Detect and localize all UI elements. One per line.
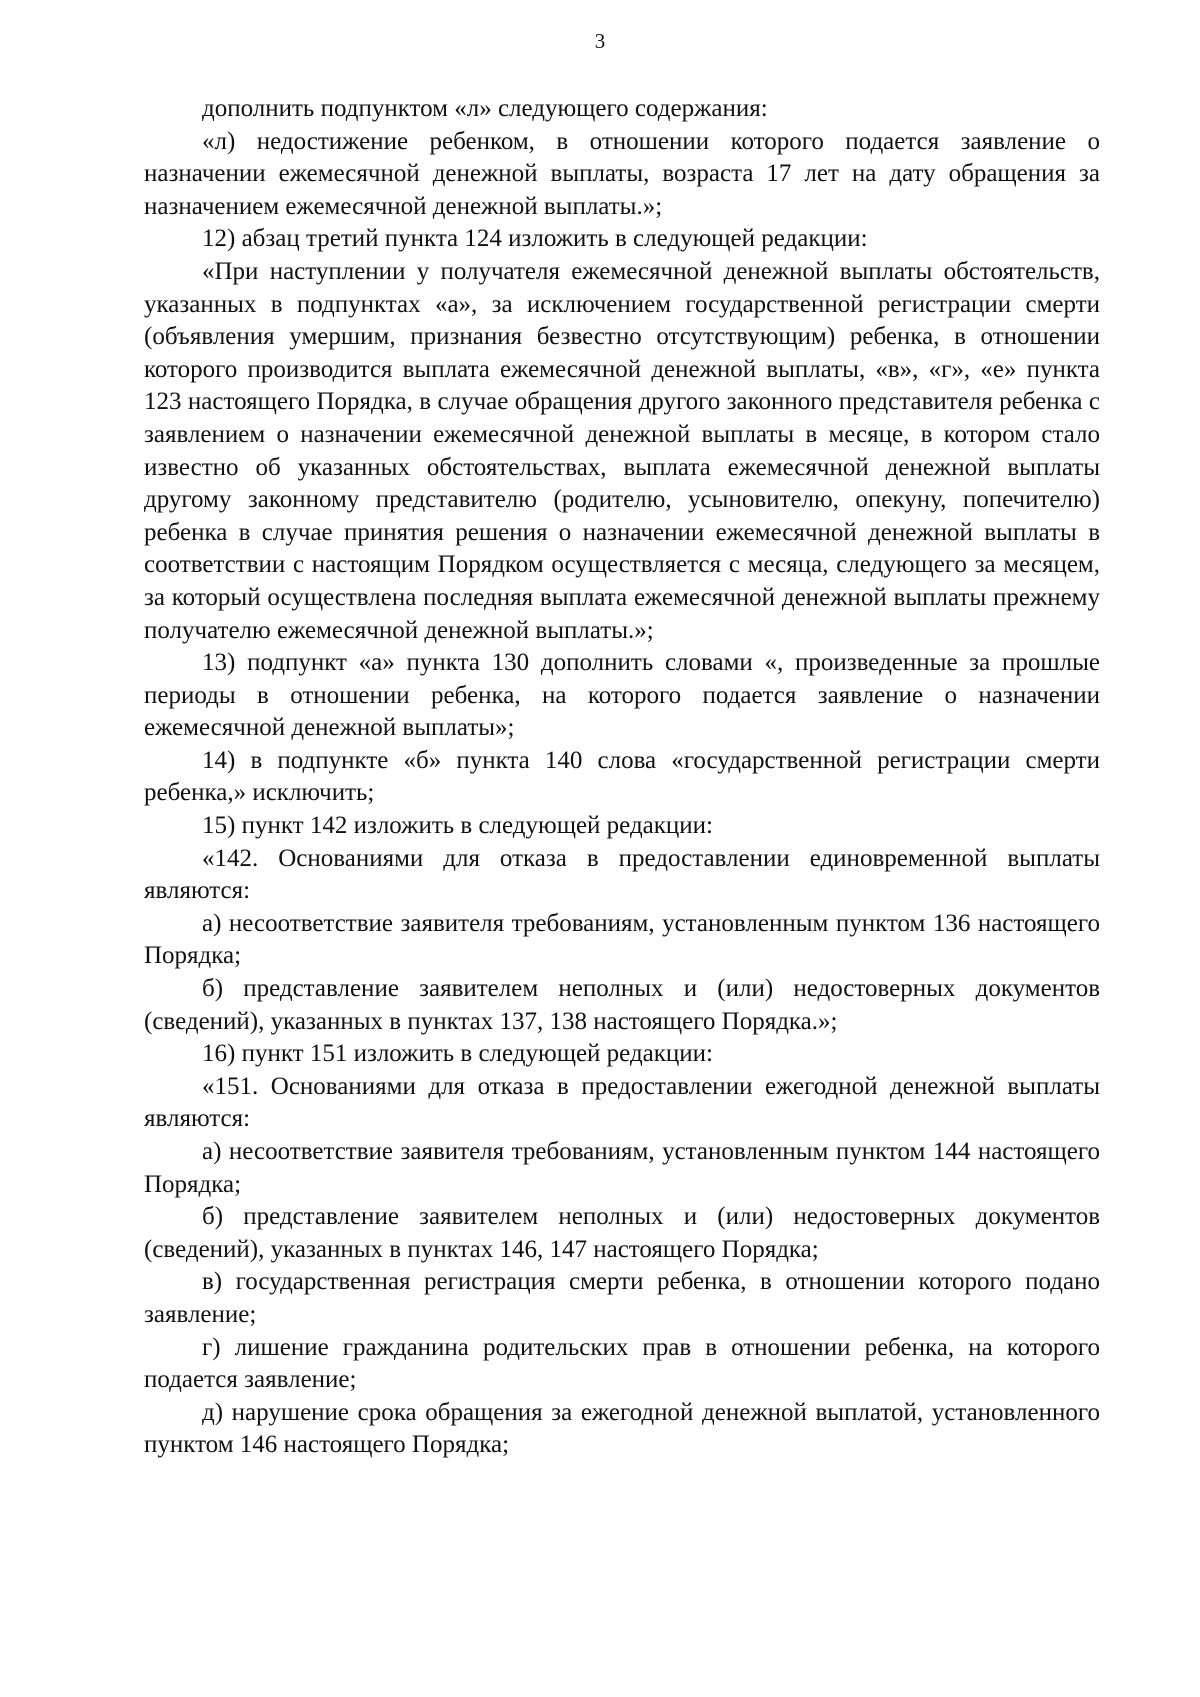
paragraph: 14) в подпункте «б» пункта 140 слова «государственной регистрации смерти ребенка,» исключить; [144, 746, 1100, 807]
paragraph: «151. Основаниями для отказа в предоставлении ежегодной денежной выплаты являются: [144, 1072, 1100, 1133]
paragraph: в) государственная регистрация смерти ребенка, в отношении которого подано заявление; [144, 1268, 1100, 1328]
paragraph: 12) абзац третий пункта 124 изложить в следующей редакции: [202, 225, 868, 253]
paragraph: дополнить подпунктом «л» следующего содержания: [202, 95, 768, 122]
paragraph: 13) подпункт «а» пункта 130 дополнить словами «, произведенные за прошлые периоды в отношении ребенка, на которого подается заявление о назначении ежемесячной денежной выплаты»; [144, 649, 1100, 742]
paragraph: б) представление заявителем неполных и (или) недостоверных документов (сведений), указанных в пунктах 137, 138 настоящего Порядка.»; [144, 975, 1100, 1035]
paragraph: «При наступлении у получателя ежемесячной денежной выплаты обстоятельств, указанных в подпунктах «а», за исключением государственной регистрации смерти (объявления умершим, признания безвестно отсутствующим) ребенка, в отношении которого производится выплата ежемесячной денежной выплаты, «в», «г», «е» пункта 123 настоящего Порядка, в случае обращения другого законного представителя ребенка с заявлением о назначении ежемесячной денежной выплаты в месяце, в котором стало известно об указанных обстоятельствах, выплата ежемесячной денежной выплаты другому законному представителю (родителю, усыновителю, опекуну, попечителю) ребенка в случае принятия решения о назначении ежемесячной денежной выплаты в соответствии с настоящим Порядком осуществляется с месяца, следующего за месяцем, за который осуществлена последняя выплата ежемесячной денежной выплаты прежнему получателю ежемесячной денежной выплаты.»; [144, 257, 1100, 644]
paragraph: 16) пункт 151 изложить в следующей редакции: [202, 1040, 713, 1068]
paragraph: «л) недостижение ребенком, в отношении которого подается заявление о назначении ежемесячной денежной выплаты, возраста 17 лет на дату обращения за назначением ежемесячной денежной выплаты.»; [144, 127, 1100, 220]
paragraph: «142. Основаниями для отказа в предоставлении единовременной выплаты являются: [144, 844, 1100, 905]
paragraph: а) несоответствие заявителя требованиям, установленным пунктом 144 настоящего Порядка; [144, 1138, 1100, 1198]
page-number: 3 [594, 29, 606, 53]
paragraph: г) лишение гражданина родительских прав в отношении ребенка, на которого подается заявление; [144, 1333, 1100, 1394]
paragraph: д) нарушение срока обращения за ежегодной денежной выплатой, установленного пунктом 146 настоящего Порядка; [144, 1398, 1100, 1459]
paragraph: а) несоответствие заявителя требованиям, установленным пунктом 136 настоящего Порядка; [144, 909, 1100, 970]
paragraph: 15) пункт 142 изложить в следующей редакции: [202, 812, 713, 840]
paragraph: б) представление заявителем неполных и (или) недостоверных документов (сведений), указанных в пунктах 146, 147 настоящего Порядка; [144, 1203, 1100, 1263]
document-body [144, 93, 1100, 1462]
